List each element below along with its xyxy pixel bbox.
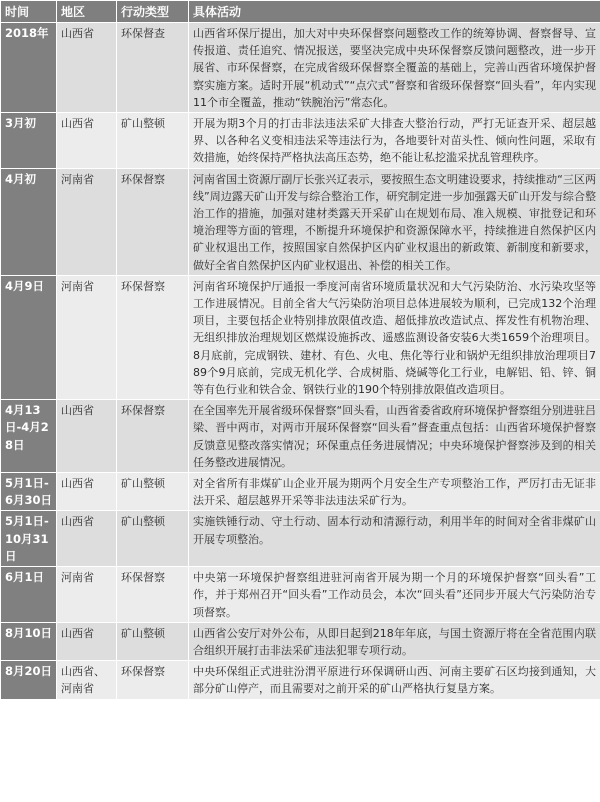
table-row [1, 511, 600, 567]
row-region: 河南省 [57, 567, 117, 623]
row-type: 环保督察 [117, 400, 189, 473]
row-detail: 山西省环保厅提出，加大对中央环保督察问题整改工作的统筹协调、督察督导、宣传报道、责任追究、情况报送，要坚决完成中央环保督察反馈问题整改，进一步开展省、市环保督察，在完成省级环保督察全覆盖的基础上，完善山西省环境保护督察实施方案。适时开展“机动式”“点穴式”督察和省级环保督察“回头看”，年内实现11个市全覆盖，推动“铁腕治污”常态化。 [189, 23, 600, 113]
table-row [1, 661, 600, 699]
table-row [1, 622, 600, 660]
header-time: 时间 [1, 1, 57, 23]
row-detail: 中央第一环境保护督察组进驻河南省开展为期一个月的环境保护督察“回头看”工作，并于郑州召开“回头看”工作动员会，本次“回头看”还同步开展大气污染防治专项督察。 [189, 567, 600, 623]
header-region: 地区 [57, 1, 117, 23]
row-region: 山西省 [57, 473, 117, 511]
row-time: 4月13日-4月28日 [1, 400, 57, 473]
row-region: 山西省 [57, 622, 117, 660]
row-time: 2018年 [1, 23, 57, 113]
row-time: 6月1日 [1, 567, 57, 623]
row-region: 山西省 [57, 400, 117, 473]
row-detail: 中央环保组正式进驻汾渭平原进行环保调研山西、河南主要矿石区均接到通知，大部分矿山停产，而且需要对之前开采的矿山严格执行复垦方案。 [189, 661, 600, 699]
row-detail: 开展为期3个月的打击非法违法采矿大排查大整治行动，严打无证查开采、超层越界、以各种名义变相违法采等违法行为，各地要针对苗头性、倾向性问题，采取有效措施，始终保持严格执法高压态势，绝不能让私挖滥采扰乱管理秩序。 [189, 113, 600, 169]
row-type: 环保督察 [117, 567, 189, 623]
row-type: 矿山整顿 [117, 511, 189, 567]
row-type: 环保督察 [117, 661, 189, 699]
header-detail: 具体活动 [189, 1, 600, 23]
table-row [1, 275, 600, 399]
table-row [1, 473, 600, 511]
table-row [1, 400, 600, 473]
row-detail: 在全国率先开展省级环保督察“回头看，山西省委省政府环境保护督察组分别进驻吕梁、晋中两市，对两市开展环保督察“回头看”督查重点包括：山西省环境保护督察反馈意见整改落实情况；环保重点任务进展情况；中央环境保护督察涉及到的相关任务整改进展情况。 [189, 400, 600, 473]
row-detail: 对全省所有非煤矿山企业开展为期两个月安全生产专项整治工作，严厉打击无证非法开采、超层越界开采等非法违法采矿行为。 [189, 473, 600, 511]
header-type: 行动类型 [117, 1, 189, 23]
row-type: 矿山整顿 [117, 622, 189, 660]
row-time: 8月20日 [1, 661, 57, 699]
table-row [1, 113, 600, 169]
row-type: 矿山整顿 [117, 113, 189, 169]
row-time: 5月1日-6月30日 [1, 473, 57, 511]
row-detail: 河南省环境保护厅通报一季度河南省环境质量状况和大气污染防治、水污染攻坚等工作进展情况。目前全省大气污染防治项目总体进展较为顺利，已完成132个治理项目，主要包括企业特别排放限值改造、超低排放改造试点、挥发性有机物治理、无组织排放治理规划区燃煤设施拆改、遥感监测设备安装6大类1659个治理项目。8月底前，完成钢铁、建材、有色、火电、焦化等行业和锅炉无组织排放治理项目789个9月底前，完成无机化学、合成树脂、烧碱等化工行业，电解铝、铅、锌、铜等有色行业和铁合金、钢铁行业的190个特别排放限值改造项目。 [189, 275, 600, 399]
row-type: 环保督察 [117, 275, 189, 399]
row-region: 山西省 [57, 511, 117, 567]
row-region: 河南省 [57, 168, 117, 275]
table-row [1, 168, 600, 275]
row-region: 山西省 [57, 113, 117, 169]
row-detail: 实施铁锤行动、守土行动、固本行动和清源行动，利用半年的时间对全省非煤矿山开展专项整治。 [189, 511, 600, 567]
row-region: 河南省 [57, 275, 117, 399]
row-time: 5月1日-10月31日 [1, 511, 57, 567]
header-row [1, 1, 600, 23]
row-time: 3月初 [1, 113, 57, 169]
row-region: 山西省 [57, 23, 117, 113]
row-type: 环保督查 [117, 23, 189, 113]
row-time: 8月10日 [1, 622, 57, 660]
table-row [1, 567, 600, 623]
row-time: 4月初 [1, 168, 57, 275]
row-type: 环保督察 [117, 168, 189, 275]
row-detail: 河南省国土资源厅副厅长张兴辽表示，要按照生态文明建设要求，持续推动“三区两线”周边露天矿山开发与综合整治工作，研究制定进一步加强露天矿山开发与综合整治工作的措施，加强对建材类露天开采矿山在规划布局、准入规模、审批登记和环境治理等方面的管理，不断提升环境保护和资源保障水平，持续推进自然保护区内矿业权退出工作，按照国家自然保护区内矿业权退出的新政策、新制度和新要求，做好全省自然保护区内矿业权退出、补偿的相关工作。 [189, 168, 600, 275]
row-detail: 山西省公安厅对外公布，从即日起到218年年底，与国土资源厅将在全省范围内联合组织开展打击非法采矿违法犯罪专项行动。 [189, 622, 600, 660]
row-type: 矿山整顿 [117, 473, 189, 511]
row-time: 4月9日 [1, 275, 57, 399]
row-region: 山西省、河南省 [57, 661, 117, 699]
table-row [1, 23, 600, 113]
